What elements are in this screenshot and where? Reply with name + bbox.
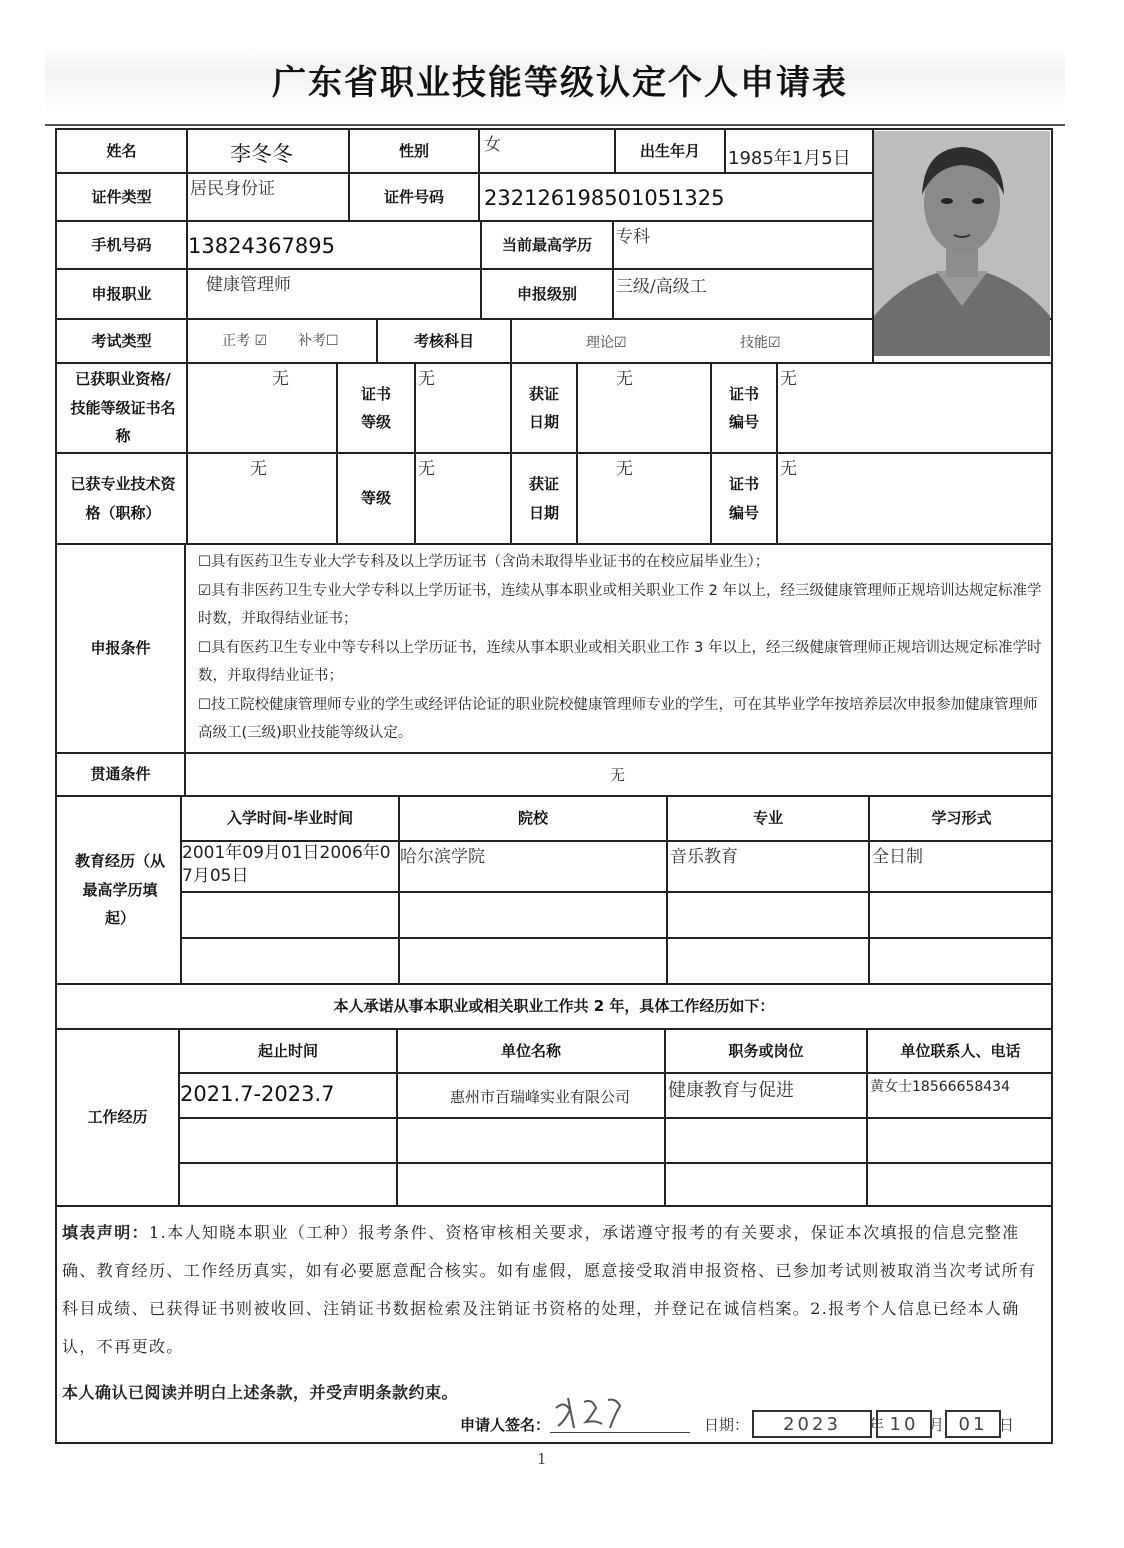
value-id-type: 居民身份证 [190, 179, 275, 199]
label-subjects: 考核科目 [413, 331, 474, 350]
condition-2: ☑具有非医药卫生专业大学专科以上学历证书，连续从事本职业或相关职业工作 2 年以上，经三级健康管理师正规培训达规定标准学时数，并取得结业证书； [198, 583, 1042, 627]
value-gender: 女 [484, 135, 501, 155]
label-through: 贯通条件 [90, 765, 151, 784]
label-id-type: 证件类型 [91, 187, 152, 206]
value-cert-date: 无 [616, 369, 633, 389]
value-phone: 13824367895 [188, 234, 335, 258]
signature-label: 申请人签名： [460, 1416, 551, 1434]
label-conditions: 申报条件 [90, 639, 151, 658]
value-exam-regular: 正考 ☑ [222, 333, 268, 349]
work-row-contact: 黄女士18566658434 [870, 1079, 1010, 1095]
work-statement: 本人承诺从事本职业或相关职业工作共 2 年，具体工作经历如下： [333, 997, 775, 1016]
handwritten-signature [550, 1388, 630, 1434]
value-pro-level: 无 [418, 459, 435, 479]
value-id-number: 232126198501051325 [484, 186, 725, 210]
value-occupation: 健康管理师 [206, 275, 291, 295]
value-cert-name: 无 [272, 369, 289, 389]
edu-row-mode: 全日制 [872, 847, 923, 867]
label-pro-qual: 已获专业技术资格（职称） [70, 475, 176, 522]
label-pro-no: 证书编号 [728, 475, 759, 522]
date-month-unit: 月 [929, 1416, 945, 1434]
value-level: 三级/高级工 [616, 277, 707, 297]
work-header-position: 职务或岗位 [728, 1041, 804, 1060]
label-id-number: 证件号码 [383, 187, 444, 206]
label-cert-level: 证书等级 [360, 384, 391, 431]
edu-header-major: 专业 [752, 809, 783, 828]
work-header-contact: 单位联系人、电话 [900, 1041, 1021, 1060]
applicant-photo [874, 131, 1050, 356]
value-skill: 技能☑ [740, 335, 781, 351]
value-pro-name: 无 [250, 459, 267, 479]
label-exam-type: 考试类型 [91, 331, 152, 350]
label-cert-date: 获证日期 [528, 384, 559, 431]
declaration-text [62, 1214, 1047, 1366]
value-name: 李冬冬 [230, 142, 293, 166]
edu-row-major: 音乐教育 [670, 847, 738, 867]
label-birth: 出生年月 [639, 141, 700, 160]
value-pro-date: 无 [616, 459, 633, 479]
label-edu-history: 教育经历（从最高学历填起） [74, 852, 165, 928]
value-cert-no: 无 [780, 369, 797, 389]
value-through: 无 [610, 766, 626, 784]
page-number: 1 [537, 1450, 547, 1468]
declaration-lead: 填表声明： [62, 1223, 150, 1242]
label-occupation: 申报职业 [91, 284, 152, 303]
edu-header-period: 入学时间-毕业时间 [226, 809, 354, 828]
value-birth: 1985年1月5日 [728, 148, 851, 169]
date-day-box: 01 [945, 1410, 1001, 1438]
condition-1: ☐具有医药卫生专业大学专科及以上学历证书（含尚未取得毕业证书的在校应届毕业生）； [198, 554, 770, 570]
label-work-history: 工作经历 [87, 1108, 148, 1127]
date-year-unit: 年 [869, 1416, 885, 1434]
label-pro-level: 等级 [360, 489, 391, 508]
label-cert-name: 已获职业资格/技能等级证书名称 [70, 370, 176, 446]
label-level: 申报级别 [516, 284, 577, 303]
value-exam-makeup: 补考☐ [298, 333, 339, 349]
value-theory: 理论☑ [586, 335, 627, 351]
date-label: 日期： [704, 1416, 750, 1434]
edu-row-period: 2001年09月01日2006年07月05日 [182, 843, 391, 886]
form-title: 广东省职业技能等级认定个人申请表 [272, 63, 848, 103]
label-pro-date: 获证日期 [528, 475, 559, 522]
date-month-box: 10 [876, 1410, 932, 1438]
edu-header-mode: 学习形式 [931, 809, 992, 828]
portrait-image [874, 131, 1050, 356]
date-year-box: 2023 [752, 1410, 872, 1438]
value-pro-no: 无 [780, 459, 797, 479]
work-row-period: 2021.7-2023.7 [180, 1082, 335, 1106]
declaration-confirm: 本人确认已阅读并明白上述条款，并受声明条款约束。 [62, 1383, 459, 1402]
value-education: 专科 [616, 227, 650, 247]
condition-4: ☐技工院校健康管理师专业的学生或经评估论证的职业院校健康管理师专业的学生，可在其毕业学年按培养层次申报参加健康管理师高级工(三级)职业技能等级认定。 [198, 697, 1038, 741]
date-day-unit: 日 [999, 1416, 1015, 1434]
work-header-company: 单位名称 [500, 1041, 561, 1060]
label-gender: 性别 [398, 141, 429, 160]
edu-header-school: 院校 [517, 809, 548, 828]
condition-3: ☐具有医药卫生专业中等专科以上学历证书，连续从事本职业或相关职业工作 3 年以上，经三级健康管理师正规培训达规定标准学时数，并取得结业证书； [198, 640, 1042, 684]
value-cert-level: 无 [418, 369, 435, 389]
work-row-company: 惠州市百瑞峰实业有限公司 [450, 1088, 631, 1106]
label-phone: 手机号码 [91, 235, 152, 254]
label-name: 姓名 [106, 141, 137, 160]
work-row-position: 健康教育与促进 [668, 1080, 794, 1101]
declaration-body: 1.本人知晓本职业（工种）报考条件、资格审核相关要求，承诺遵守报考的有关要求，保证本次填报的信息完整准确、教育经历、工作经历真实，如有必要愿意配合核实。如有虚假，愿意接受取消申报资格、已参加考试则被取消当次考试所有科目成绩、已获得证书则被收回、注销证书数据检索及注销证书资格的处理，并登记在诚信档案。2.报考个人信息已经本人确认，不再更改。 [62, 1223, 1037, 1356]
work-header-period: 起止时间 [257, 1041, 318, 1060]
label-education: 当前最高学历 [501, 235, 592, 254]
label-cert-no: 证书编号 [728, 384, 759, 431]
edu-row-school: 哈尔滨学院 [400, 847, 485, 867]
